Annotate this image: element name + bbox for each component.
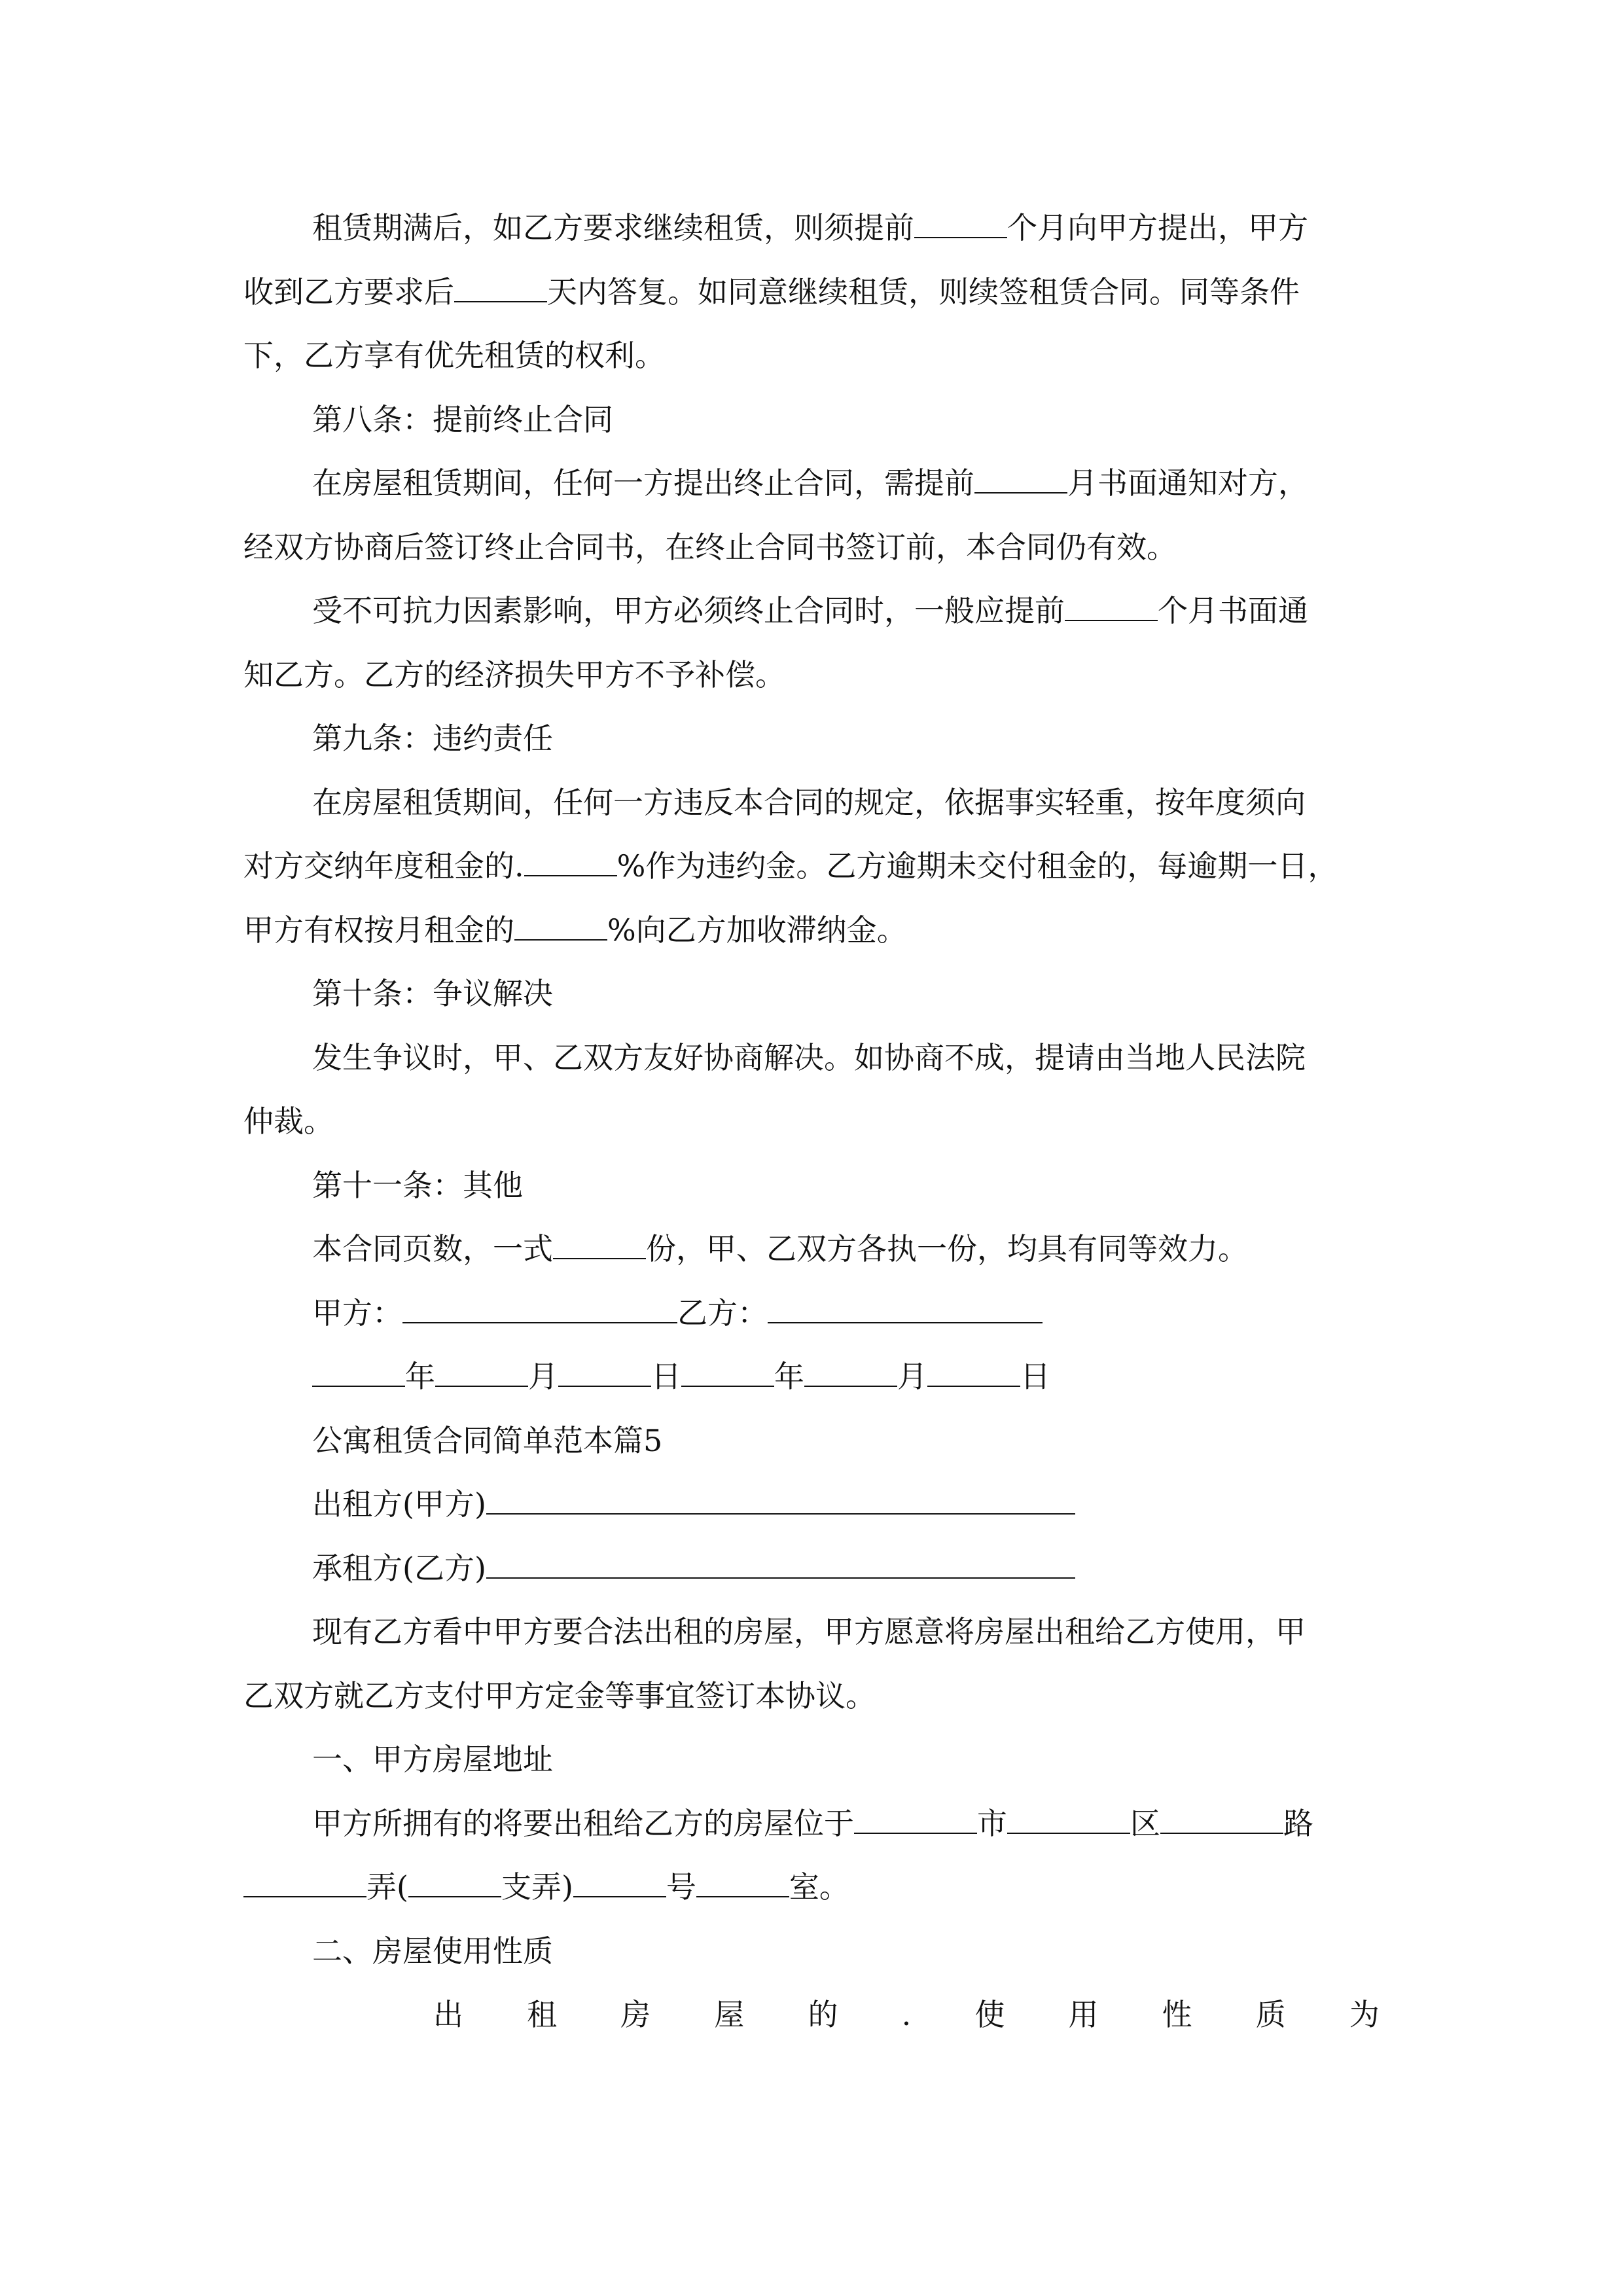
section-heading: 第十条：争议解决 [312, 976, 553, 1011]
char: . [901, 1997, 912, 2032]
section-heading: 第十一条：其他 [312, 1167, 523, 1203]
paragraph-line [243, 899, 1380, 963]
year-blank[interactable] [312, 1359, 405, 1387]
date-line [243, 1345, 1380, 1409]
party-a-signature-blank[interactable] [402, 1296, 677, 1323]
char: 性 [1162, 1997, 1192, 2032]
signature-line [243, 1282, 1380, 1346]
fill-blank[interactable] [553, 1232, 646, 1259]
paragraph-line: 仲裁。 [243, 1103, 334, 1139]
day-blank[interactable] [558, 1359, 651, 1387]
day-label: 日 [1020, 1359, 1050, 1394]
char: 租 [527, 1997, 558, 2032]
text-run: 个月书面通 [1158, 593, 1308, 628]
month-blank[interactable] [435, 1359, 528, 1387]
section-heading: 第八条：提前终止合同 [312, 401, 613, 437]
city-blank[interactable] [854, 1806, 977, 1834]
paragraph-line: 经双方协商后签订终止合同书，在终止合同书签订前，本合同仍有效。 [243, 529, 1177, 565]
text-run: 收到乙方要求后 [243, 274, 454, 310]
paragraph-line: 乙双方就乙方支付甲方定金等事宜签订本协议。 [243, 1677, 876, 1713]
text-run: 月书面通知对方， [1067, 465, 1308, 501]
text-run: 甲方所拥有的将要出租给乙方的房屋位于 [312, 1805, 854, 1841]
number-blank[interactable] [573, 1870, 666, 1897]
address-line [243, 1792, 1380, 1856]
text-run: %作为违约金。乙方逾期未交付租金的，每逾期一日， [616, 848, 1338, 884]
party-b-label: 乙方： [677, 1295, 768, 1331]
section-heading: 第九条：违约责任 [312, 721, 553, 756]
char: 出 [433, 1997, 463, 2032]
section-heading: 二、房屋使用性质 [312, 1933, 553, 1969]
paragraph-line [243, 1217, 1380, 1282]
lessor-blank[interactable] [486, 1487, 1075, 1515]
lane-blank[interactable] [243, 1870, 366, 1897]
section-heading: 一、甲方房屋地址 [312, 1742, 553, 1777]
char: 的 [808, 1997, 838, 2032]
year-label: 年 [774, 1359, 804, 1394]
text-run: 本合同页数，一式 [312, 1231, 553, 1266]
day-label: 日 [651, 1359, 681, 1394]
char: 房 [620, 1997, 651, 2032]
paragraph-line: 发生争议时，甲、乙双方友好协商解决。如协商不成，提请由当地人民法院 [312, 1039, 1306, 1075]
text-run: 受不可抗力因素影响，甲方必须终止合同时，一般应提前 [312, 593, 1065, 628]
year-blank[interactable] [681, 1359, 774, 1387]
text-run: 在房屋租赁期间，任何一方提出终止合同，需提前 [312, 465, 974, 501]
paragraph-line [243, 834, 1380, 899]
year-label: 年 [405, 1359, 435, 1394]
address-line [243, 1856, 1380, 1920]
text-run: 弄( [366, 1869, 408, 1905]
party-b-signature-blank[interactable] [768, 1296, 1043, 1323]
room-blank[interactable] [696, 1870, 789, 1897]
lessor-label: 出租方(甲方) [312, 1486, 486, 1522]
fill-blank[interactable] [1065, 594, 1158, 621]
document-title: 公寓租赁合同简单范本篇5 [312, 1422, 663, 1458]
text-run: 份，甲、乙双方各执一份，均具有同等效力。 [646, 1231, 1248, 1266]
fill-blank[interactable] [974, 466, 1067, 493]
fill-blank[interactable] [454, 275, 547, 302]
char: 为 [1349, 1997, 1380, 2032]
text-run: %向乙方加收滞纳金。 [607, 912, 907, 948]
text-run: 号 [666, 1869, 696, 1905]
paragraph-line: 下，乙方享有优先租赁的权利。 [243, 338, 665, 373]
district-blank[interactable] [1007, 1806, 1130, 1834]
month-label: 月 [528, 1359, 558, 1394]
text-run: 区 [1130, 1805, 1160, 1841]
day-blank[interactable] [927, 1359, 1020, 1387]
paragraph-line [243, 452, 1380, 516]
text-run: 个月向甲方提出，甲方 [1007, 210, 1308, 245]
text-run: 租赁期满后，如乙方要求继续租赁，则须提前 [312, 210, 914, 245]
fill-blank[interactable] [524, 849, 617, 876]
paragraph-line [243, 579, 1380, 643]
sub-lane-blank[interactable] [408, 1870, 501, 1897]
lessee-label: 承租方(乙方) [312, 1550, 486, 1586]
text-run: 天内答复。如同意继续租赁，则续签租赁合同。同等条件 [547, 274, 1300, 310]
month-label: 月 [897, 1359, 927, 1394]
text-run: 对方交纳年度租金的. [243, 848, 524, 884]
lessee-blank[interactable] [486, 1551, 1075, 1579]
document-body [243, 196, 1380, 2047]
char: 用 [1068, 1997, 1099, 2032]
fill-blank[interactable] [914, 211, 1007, 238]
text-run: 路 [1283, 1805, 1313, 1841]
char: 使 [974, 1997, 1005, 2032]
text-run: 市 [977, 1805, 1007, 1841]
paragraph-line [243, 260, 1380, 325]
paragraph-line: 在房屋租赁期间，任何一方违反本合同的规定，依据事实轻重，按年度须向 [312, 784, 1306, 820]
paragraph-line [243, 196, 1380, 260]
month-blank[interactable] [804, 1359, 897, 1387]
text-run: 甲方有权按月租金的 [243, 912, 514, 948]
party-a-label: 甲方： [312, 1295, 402, 1331]
spaced-line [243, 1983, 1380, 2047]
paragraph-line: 现有乙方看中甲方要合法出租的房屋，甲方愿意将房屋出租给乙方使用，甲 [312, 1614, 1306, 1649]
char: 屋 [714, 1997, 745, 2032]
lessor-line [243, 1473, 1380, 1537]
fill-blank[interactable] [514, 913, 607, 941]
paragraph-line: 知乙方。乙方的经济损失甲方不予补偿。 [243, 656, 785, 692]
text-run: 支弄) [501, 1869, 573, 1905]
char: 质 [1255, 1997, 1286, 2032]
road-blank[interactable] [1160, 1806, 1283, 1834]
text-run: 室。 [789, 1869, 849, 1905]
lessee-line [243, 1537, 1380, 1601]
